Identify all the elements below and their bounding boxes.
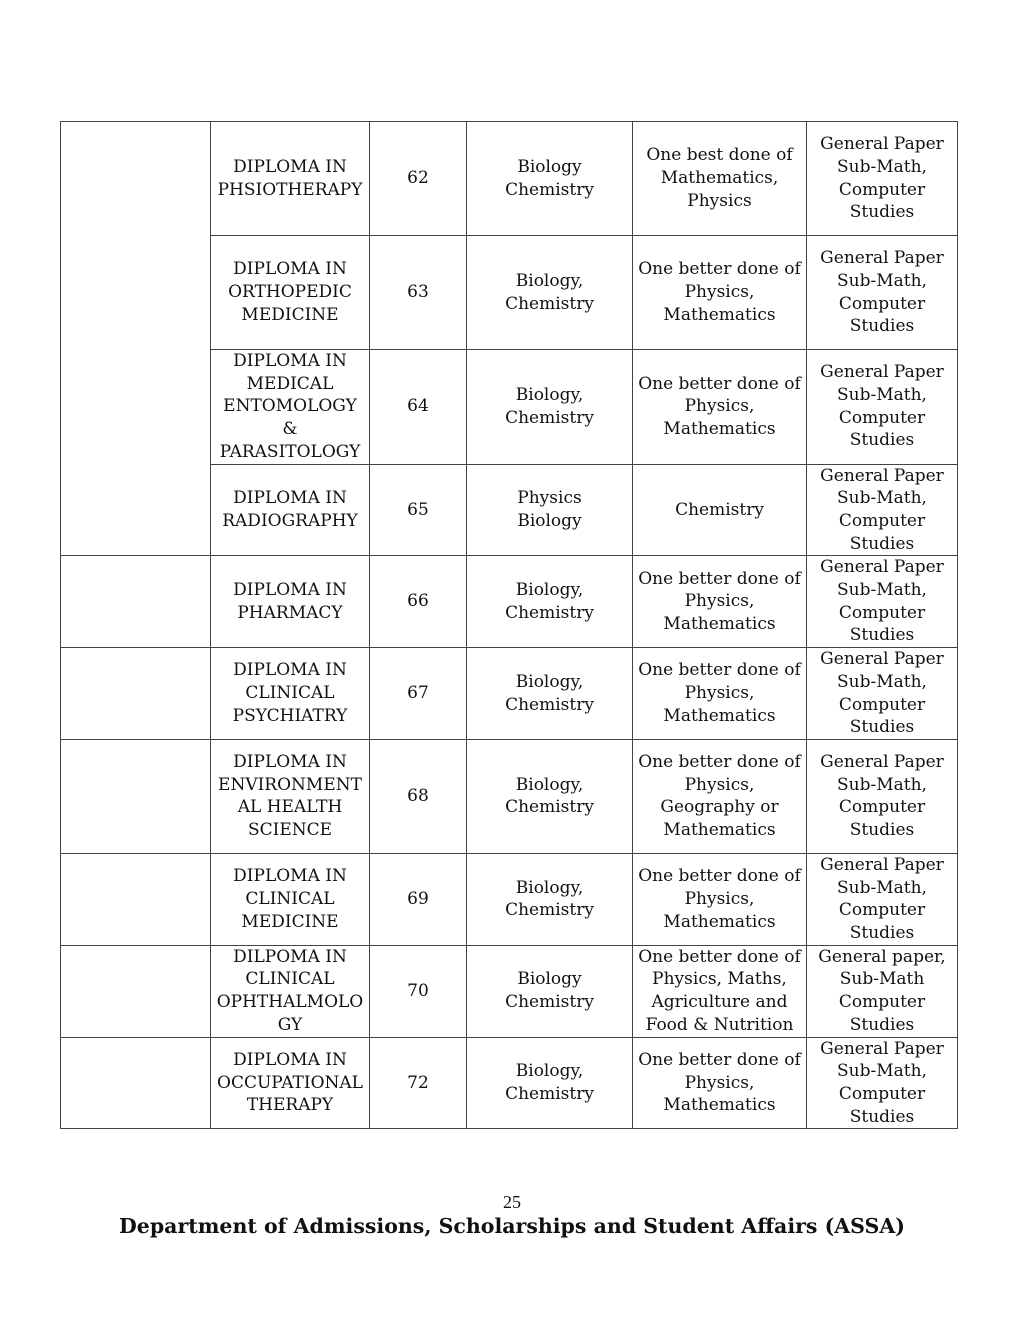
subjects-cell: Biology, Chemistry bbox=[467, 1037, 633, 1129]
subjects-cell: Biology, Chemistry bbox=[467, 236, 633, 350]
table-row bbox=[61, 853, 958, 945]
category-cell bbox=[61, 739, 211, 853]
code-cell: 72 bbox=[370, 1037, 467, 1129]
category-cell bbox=[61, 122, 211, 556]
table-row bbox=[61, 739, 958, 853]
additional-cell: General paper, Sub-Math Computer Studies bbox=[807, 945, 958, 1037]
additional-cell: General Paper Sub-Math, Computer Studies bbox=[807, 350, 958, 465]
subjects-cell: Biology, Chemistry bbox=[467, 350, 633, 465]
program-cell: DIPLOMA IN PHSIOTHERAPY bbox=[211, 122, 370, 236]
program-cell: DIPLOMA IN CLINICAL PSYCHIATRY bbox=[211, 648, 370, 740]
table-row bbox=[61, 945, 958, 1037]
other-subjects-cell: One better done of Physics, Maths, Agriculture and Food & Nutrition bbox=[633, 945, 807, 1037]
code-cell: 69 bbox=[370, 853, 467, 945]
program-cell: DIPLOMA IN ORTHOPEDIC MEDICINE bbox=[211, 236, 370, 350]
table-row bbox=[61, 1037, 958, 1129]
program-cell: DIPLOMA IN ENVIRONMENT AL HEALTH SCIENCE bbox=[211, 739, 370, 853]
code-cell: 68 bbox=[370, 739, 467, 853]
additional-cell: General Paper Sub-Math, Computer Studies bbox=[807, 556, 958, 648]
code-cell: 66 bbox=[370, 556, 467, 648]
subjects-cell: Biology, Chemistry bbox=[467, 853, 633, 945]
code-cell: 67 bbox=[370, 648, 467, 740]
page-number: 25 bbox=[503, 1192, 521, 1212]
subjects-cell: Biology Chemistry bbox=[467, 945, 633, 1037]
code-cell: 63 bbox=[370, 236, 467, 350]
other-subjects-cell: Chemistry bbox=[633, 464, 807, 556]
category-cell bbox=[61, 1037, 211, 1129]
category-cell bbox=[61, 945, 211, 1037]
other-subjects-cell: One better done of Physics, Mathematics bbox=[633, 1037, 807, 1129]
category-cell bbox=[61, 853, 211, 945]
program-cell: DILPOMA IN CLINICAL OPHTHALMOLO GY bbox=[211, 945, 370, 1037]
additional-cell: General Paper Sub-Math, Computer Studies bbox=[807, 464, 958, 556]
code-cell: 64 bbox=[370, 350, 467, 465]
category-cell bbox=[61, 648, 211, 740]
other-subjects-cell: One best done of Mathematics, Physics bbox=[633, 122, 807, 236]
subjects-cell: Biology, Chemistry bbox=[467, 556, 633, 648]
subjects-cell: Biology, Chemistry bbox=[467, 739, 633, 853]
program-cell: DIPLOMA IN OCCUPATIONAL THERAPY bbox=[211, 1037, 370, 1129]
other-subjects-cell: One better done of Physics, Mathematics bbox=[633, 648, 807, 740]
subjects-cell: Biology Chemistry bbox=[467, 122, 633, 236]
program-cell: DIPLOMA IN PHARMACY bbox=[211, 556, 370, 648]
program-cell: DIPLOMA IN RADIOGRAPHY bbox=[211, 464, 370, 556]
other-subjects-cell: One better done of Physics, Geography or Mathematics bbox=[633, 739, 807, 853]
table-row bbox=[61, 648, 958, 740]
table-row bbox=[61, 556, 958, 648]
code-cell: 70 bbox=[370, 945, 467, 1037]
programs-table bbox=[60, 121, 958, 1129]
footer-title: Department of Admissions, Scholarships and Student Affairs (ASSA) bbox=[119, 1214, 905, 1238]
additional-cell: General Paper Sub-Math, Computer Studies bbox=[807, 853, 958, 945]
additional-cell: General Paper Sub-Math, Computer Studies bbox=[807, 122, 958, 236]
subjects-cell: Biology, Chemistry bbox=[467, 648, 633, 740]
category-cell bbox=[61, 556, 211, 648]
other-subjects-cell: One better done of Physics, Mathematics bbox=[633, 350, 807, 465]
code-cell: 65 bbox=[370, 464, 467, 556]
program-cell: DIPLOMA IN CLINICAL MEDICINE bbox=[211, 853, 370, 945]
additional-cell: General Paper Sub-Math, Computer Studies bbox=[807, 739, 958, 853]
additional-cell: General Paper Sub-Math, Computer Studies bbox=[807, 648, 958, 740]
program-cell: DIPLOMA IN MEDICAL ENTOMOLOGY & PARASITOLOGY bbox=[211, 350, 370, 465]
table-row bbox=[61, 122, 958, 236]
other-subjects-cell: One better done of Physics, Mathematics bbox=[633, 853, 807, 945]
other-subjects-cell: One better done of Physics, Mathematics bbox=[633, 556, 807, 648]
code-cell: 62 bbox=[370, 122, 467, 236]
subjects-cell: Physics Biology bbox=[467, 464, 633, 556]
additional-cell: General Paper Sub-Math, Computer Studies bbox=[807, 236, 958, 350]
other-subjects-cell: One better done of Physics, Mathematics bbox=[633, 236, 807, 350]
additional-cell: General Paper Sub-Math, Computer Studies bbox=[807, 1037, 958, 1129]
